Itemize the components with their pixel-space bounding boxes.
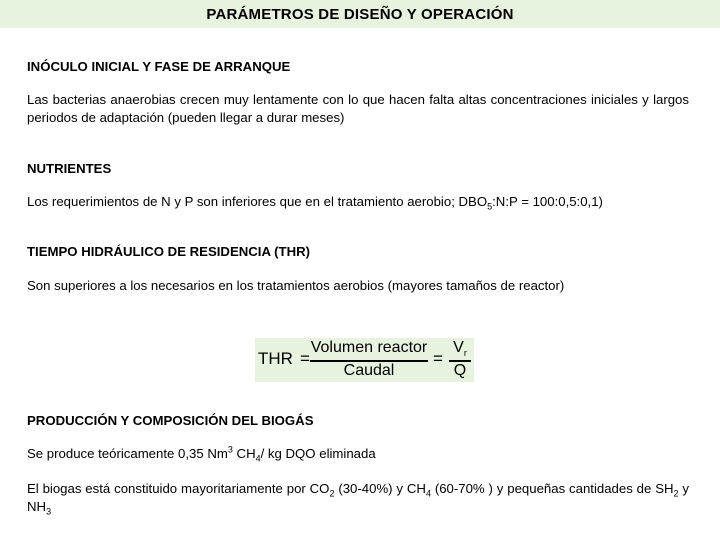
biogas-2-c: (60-70% ) y pequeñas cantidades de SH <box>430 481 674 496</box>
formula-equals: = <box>300 349 310 368</box>
title-bar <box>0 0 720 28</box>
formula-denominator: Caudal <box>343 362 395 379</box>
text-inoculo: Las bacterias anaerobias crecen muy lentamente con lo que hacen falta altas concentraciones iniciales y largos periodos de adaptación (pueden llegar a durar meses) <box>27 92 689 125</box>
biogas-2-sub4: 3 <box>46 506 52 517</box>
formula-vr: V <box>453 339 464 356</box>
formula-equals-2: = <box>433 349 443 368</box>
formula-numerator-2 <box>449 339 471 357</box>
heading-biogas: PRODUCCIÓN Y COMPOSICIÓN DEL BIOGÁS <box>27 413 314 428</box>
biogas-2-b: (30-40%) y CH <box>334 481 426 496</box>
biogas-1-b: CH <box>232 446 256 461</box>
biogas-2-sub2: 4 <box>425 488 431 499</box>
text-biogas-2 <box>27 480 689 516</box>
biogas-1-sup: 3 <box>227 444 233 455</box>
biogas-2-a: El biogas está constituido mayoritariamente por CO <box>27 481 330 496</box>
formula-vr-sub: r <box>463 348 467 359</box>
biogas-2-d: y NH <box>27 481 690 514</box>
biogas-1-a: Se produce teóricamente 0,35 Nm <box>27 446 228 461</box>
formula-numerator: Volumen reactor <box>310 339 428 356</box>
text-thr: Son superiores a los necesarios en los tratamientos aerobios (mayores tamaños de reactor) <box>27 278 565 293</box>
text-nutrientes-pre: Los requerimientos de N y P son inferiores que en el tratamiento aerobio; DBO <box>27 194 488 209</box>
biogas-2-sub3: 2 <box>673 488 679 499</box>
text-biogas-1 <box>27 445 689 463</box>
heading-nutrientes: NUTRIENTES <box>27 161 112 176</box>
formula-denominator-2: Q <box>453 362 467 379</box>
page-title: PARÁMETROS DE DISEÑO Y OPERACIÓN <box>206 5 514 23</box>
biogas-2-sub1: 2 <box>329 488 335 499</box>
biogas-1-sub: 4 <box>255 453 261 464</box>
heading-inoculo: INÓCULO INICIAL Y FASE DE ARRANQUE <box>27 59 291 74</box>
biogas-1-c: / kg DQO eliminada <box>260 446 376 461</box>
text-nutrientes-post: :N:P = 100:0,5:0,1) <box>492 194 603 209</box>
text-nutrientes-sub: 5 <box>487 201 493 212</box>
thr-formula <box>255 338 474 382</box>
formula-lhs: THR <box>258 349 293 368</box>
heading-thr: TIEMPO HIDRÁULICO DE RESIDENCIA (THR) <box>27 244 311 259</box>
text-nutrientes <box>27 193 689 211</box>
